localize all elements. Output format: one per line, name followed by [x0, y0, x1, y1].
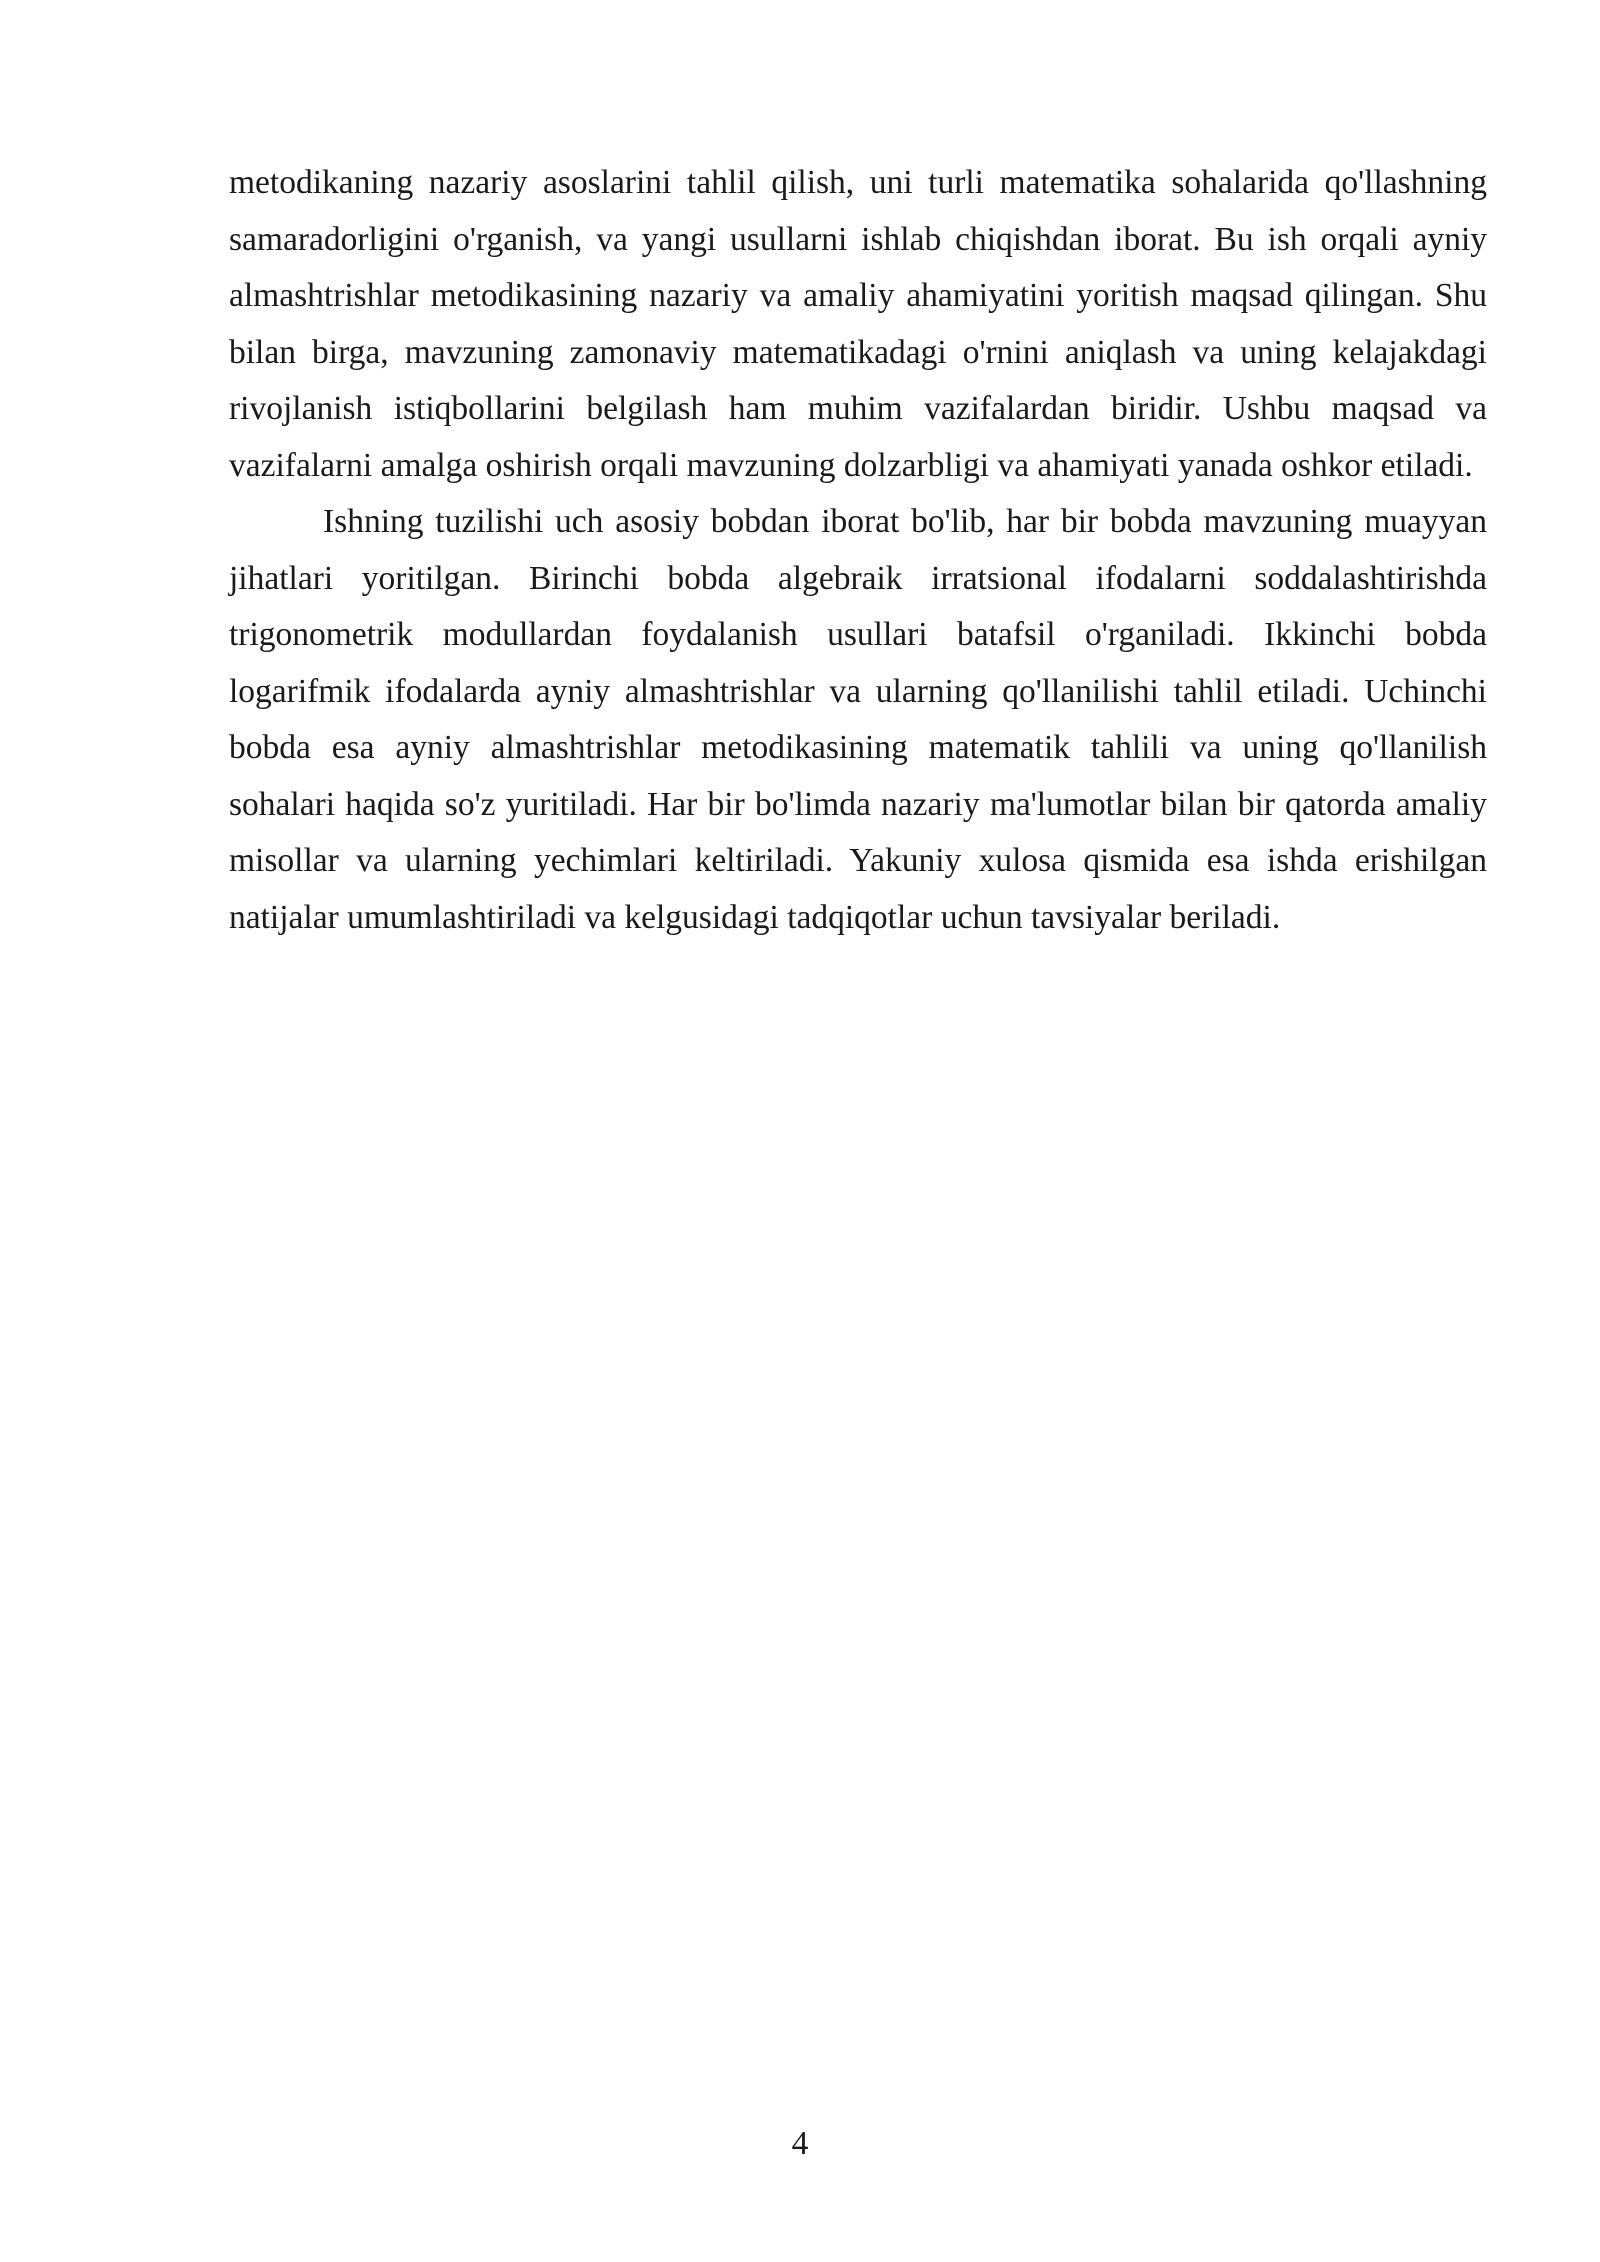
page-number: 4: [791, 2125, 809, 2162]
paragraph-structure: Ishning tuzilishi uch asosiy bobdan iborat bo'lib, har bir bobda mavzuning muayyan jihatlari yoritilgan. Birinchi bobda algebraik irratsional ifodalarni soddalashtirishda trigonometrik modullardan foydalanish usullari batafsil o'rganiladi. Ikkinchi bobda logarifmik ifodalarda ayniy almashtrishlar va ularning qo'llanilishi tahlil etiladi. Uchinchi bobda esa ayniy almashtrishlar metodikasining matematik tahlili va uning qo'llanilish sohalari haqida so'z yuritiladi. Har bir bo'limda nazariy ma'lumotlar bilan bir qatorda amaliy misollar va ularning yechimlari keltiriladi. Yakuniy xulosa qismida esa ishda erishilgan natijalar umumlashtiriladi va kelgusidagi tadqiqotlar uchun tavsiyalar beriladi.: [229, 503, 1487, 936]
body-text: [229, 155, 1487, 946]
paragraph-continuation: metodikaning nazariy asoslarini tahlil qilish, uni turli matematika sohalarida qo'llashning samaradorligini o'rganish, va yangi usullarni ishlab chiqishdan iborat. Bu ish orqali ayniy almashtrishlar metodikasining nazariy va amaliy ahamiyatini yoritish maqsad qilingan. Shu bilan birga, mavzuning zamonaviy matematikadagi o'rnini aniqlash va uning kelajakdagi rivojlanish istiqbollarini belgilash ham muhim vazifalardan biridir. Ushbu maqsad va vazifalarni amalga oshirish orqali mavzuning dolzarbligi va ahamiyati yanada oshkor etiladi.: [229, 164, 1487, 484]
